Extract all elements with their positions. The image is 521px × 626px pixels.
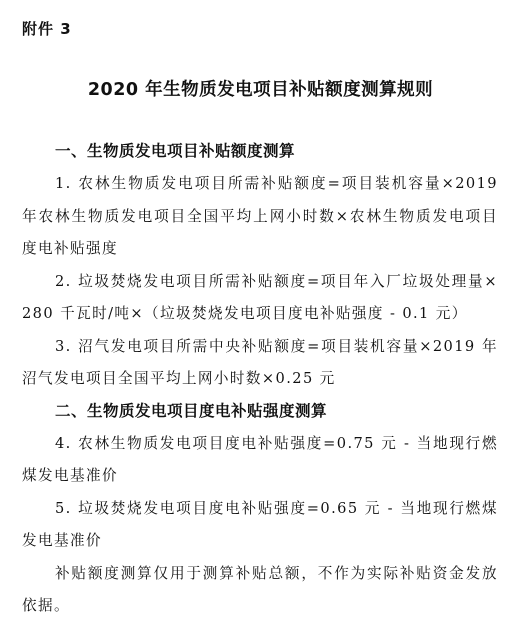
rule-item-1: 1. 农林生物质发电项目所需补贴额度=项目装机容量×2019 年农林生物质发电项目全国平均上网小时数×农林生物质发电项目度电补贴强度: [22, 175, 498, 257]
closing-note: 补贴额度测算仅用于测算补贴总额，不作为实际补贴资金发放依据。: [22, 564, 498, 614]
attachment-label: 附件 3: [22, 20, 72, 38]
section-heading-1: 一、生物质发电项目补贴额度测算: [55, 142, 296, 160]
document-body: [22, 136, 498, 623]
rule-item-3: 3. 沼气发电项目所需中央补贴额度=项目装机容量×2019 年沼气发电项目全国平均上网小时数×0.25 元: [22, 337, 498, 387]
section-heading-2: 二、生物质发电项目度电补贴强度测算: [55, 401, 328, 420]
rule-item-5: 5. 垃圾焚烧发电项目度电补贴强度=0.65 元 - 当地现行燃煤发电基准价: [22, 499, 498, 549]
rule-item-4: 4. 农林生物质发电项目度电补贴强度=0.75 元 - 当地现行燃煤发电基准价: [22, 434, 498, 484]
document-title: 2020 年生物质发电项目补贴额度测算规则: [87, 80, 434, 100]
rule-item-2: 2. 垃圾焚烧发电项目所需补贴额度=项目年入厂垃圾处理量×280 千瓦时/吨×（垃圾焚烧发电项目度电补贴强度 - 0.1 元）: [22, 272, 498, 322]
